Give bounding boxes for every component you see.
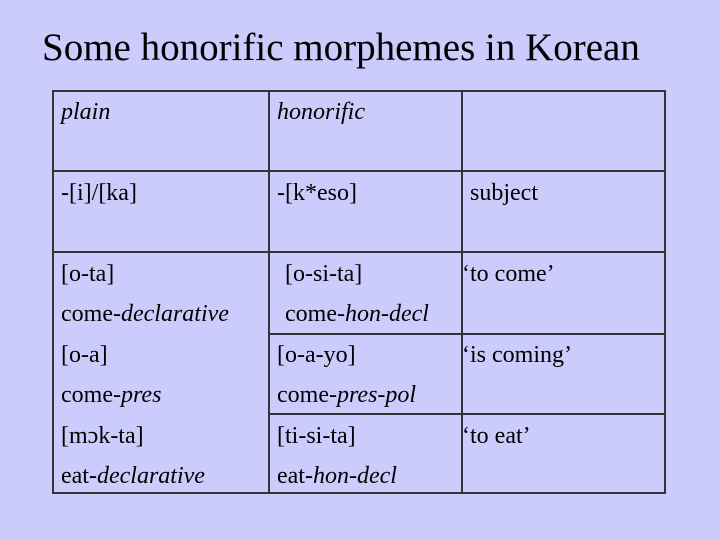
subject-gloss: subject — [470, 180, 538, 206]
header-honorific: honorific — [277, 99, 365, 125]
gloss-tail: pres-pol — [336, 382, 417, 408]
subject-plain: -[i]/[ka] — [61, 180, 137, 206]
table-border-left — [52, 90, 54, 494]
gloss-tail: declarative — [96, 463, 205, 489]
example-2-plain-gloss — [61, 375, 161, 415]
table-border-right — [664, 90, 666, 494]
gloss-tail: hon-decl — [344, 301, 429, 327]
gloss-stem: eat- — [61, 463, 97, 489]
example-2-meaning: ‘is coming’ — [462, 342, 572, 368]
example-2-honorific: [o-a-yo] — [277, 342, 356, 368]
gloss-stem: come- — [285, 301, 345, 327]
example-2-plain: [o-a] — [61, 342, 108, 368]
example-1-meaning: ‘to come’ — [462, 261, 555, 287]
gloss-stem: come- — [277, 382, 337, 408]
subject-honorific: -[k*eso] — [277, 180, 357, 206]
example-2-honorific-gloss — [277, 375, 416, 415]
example-3-honorific: [ti-si-ta] — [277, 423, 356, 449]
example-1-honorific-gloss — [285, 294, 429, 334]
gloss-stem: come- — [61, 301, 121, 327]
header-plain: plain — [61, 99, 111, 125]
example-1-honorific: [o-si-ta] — [285, 261, 363, 287]
table-divider-row2 — [52, 251, 666, 253]
example-3-plain: [mɔk-ta] — [61, 423, 144, 449]
table-divider-row1 — [52, 170, 666, 172]
morpheme-table — [52, 90, 666, 494]
gloss-tail: pres — [120, 382, 162, 408]
example-3-meaning: ‘to eat’ — [462, 423, 531, 449]
gloss-stem: eat- — [277, 463, 313, 489]
example-1-plain: [o-ta] — [61, 261, 115, 287]
example-3-honorific-gloss — [277, 456, 397, 496]
slide-title: Some honorific morphemes in Korean — [42, 26, 640, 69]
gloss-tail: hon-decl — [312, 463, 397, 489]
gloss-stem: come- — [61, 382, 121, 408]
example-3-plain-gloss — [61, 456, 205, 496]
gloss-tail: declarative — [120, 301, 229, 327]
example-1-plain-gloss — [61, 294, 229, 334]
table-divider-col1 — [268, 90, 270, 494]
